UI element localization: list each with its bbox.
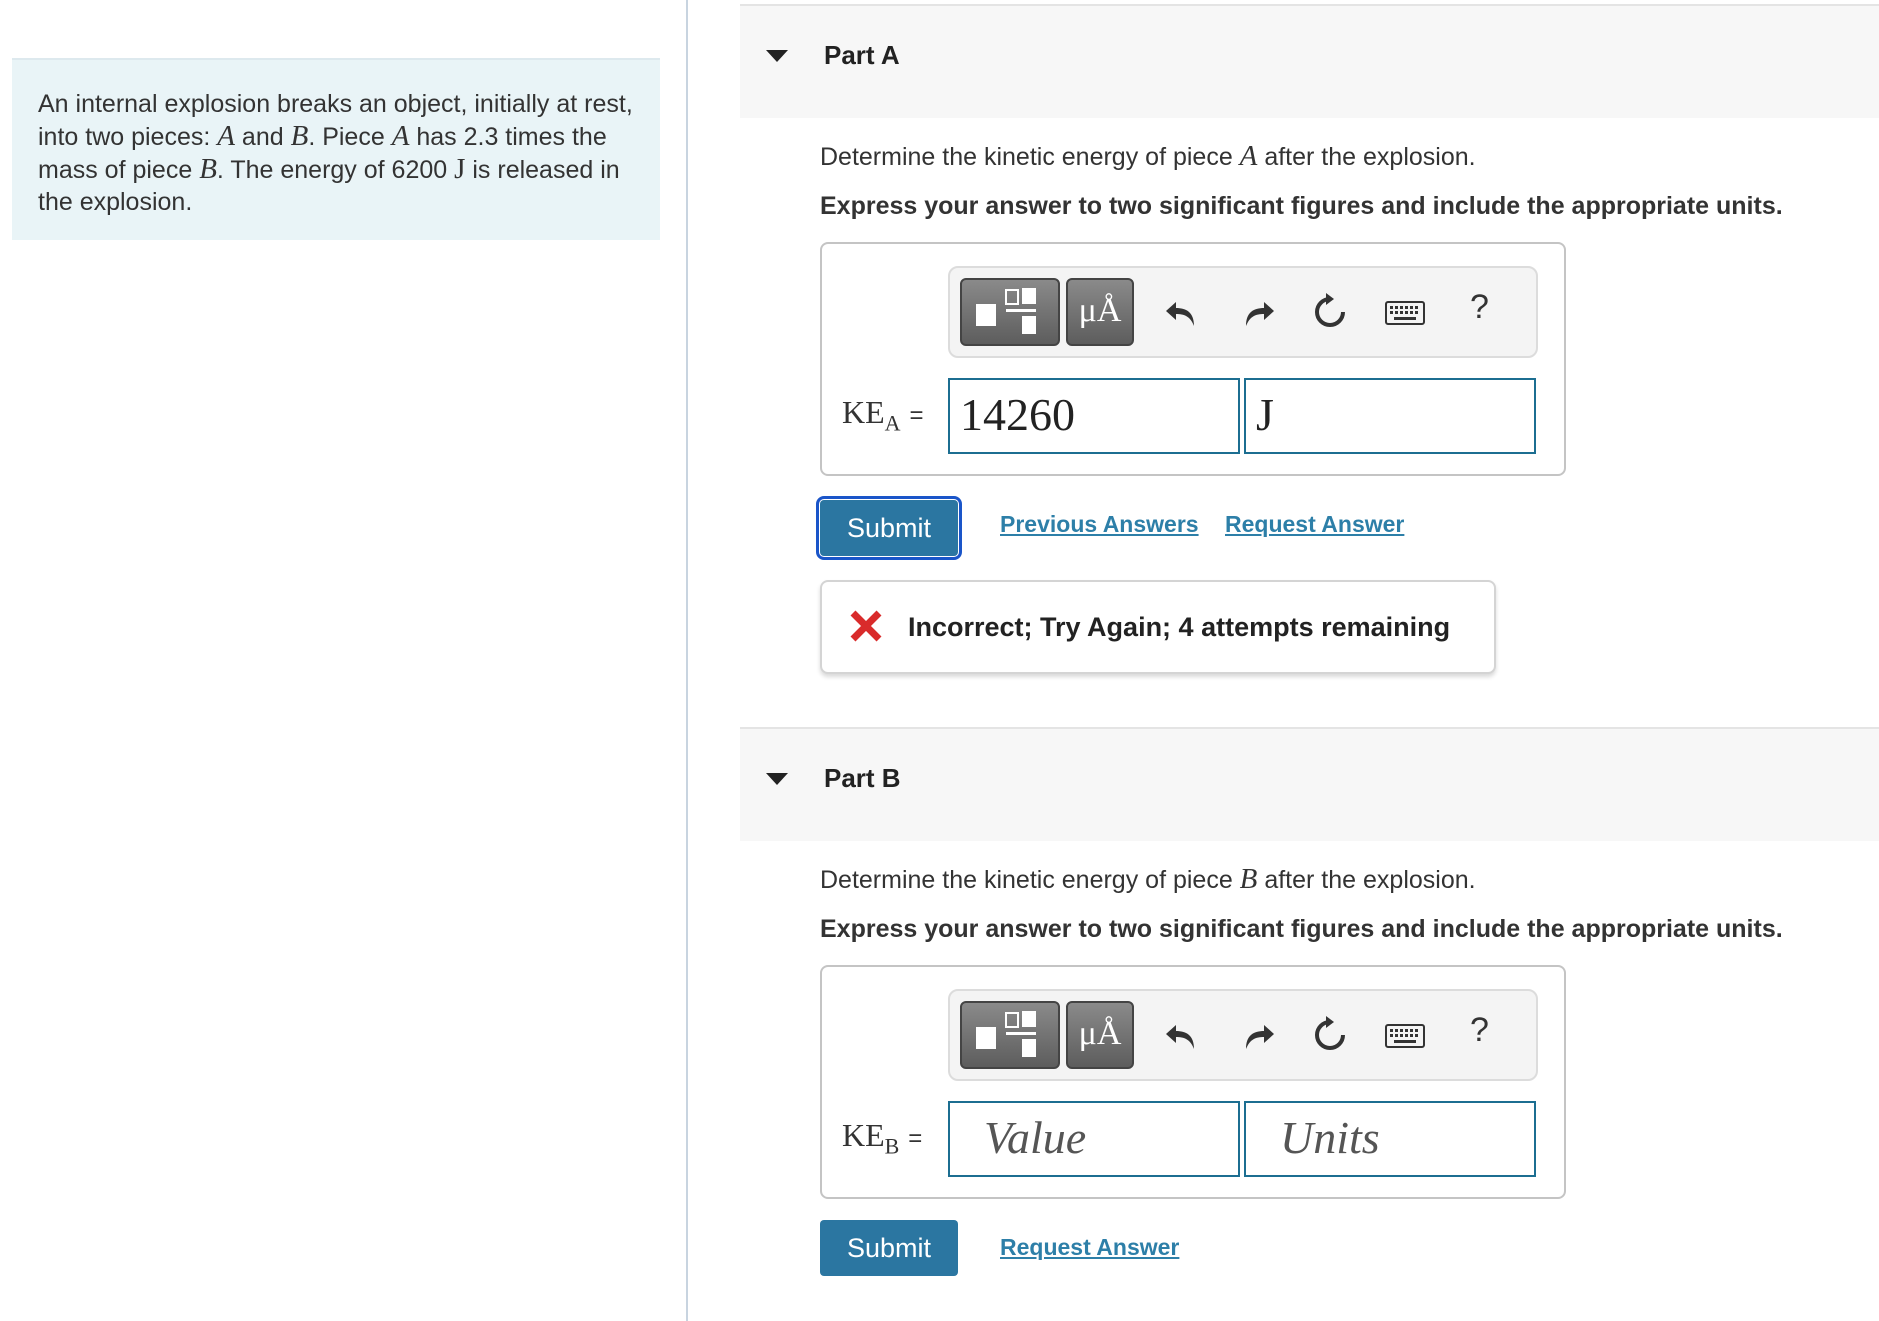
feedback-message: Incorrect; Try Again; 4 attempts remaining	[908, 612, 1451, 642]
request-answer-link[interactable]: Request Answer	[1225, 511, 1405, 537]
part-a-title: Part A	[824, 40, 900, 70]
part-b-title: Part B	[824, 763, 901, 793]
templates-button[interactable]	[960, 278, 1060, 346]
part-b-answer-box	[820, 965, 1566, 1199]
problem-statement	[12, 58, 660, 240]
undo-icon[interactable]	[1160, 1013, 1204, 1057]
collapse-caret-icon[interactable]	[766, 50, 788, 62]
submit-button[interactable]: Submit	[820, 1220, 958, 1276]
math-variable: B	[199, 153, 217, 185]
math-variable: A	[217, 120, 235, 152]
previous-answers-link[interactable]: Previous Answers	[1000, 511, 1199, 537]
keyboard-icon[interactable]	[1382, 290, 1428, 334]
problem-text-run: and	[234, 123, 291, 151]
keyboard-icon[interactable]	[1382, 1013, 1428, 1057]
unit-symbol: J	[454, 153, 466, 185]
templates-button[interactable]	[960, 1001, 1060, 1069]
redo-icon[interactable]	[1236, 290, 1280, 334]
help-button[interactable]: ?	[1470, 1011, 1489, 1049]
fraction-template-icon	[962, 1003, 1058, 1067]
fraction-template-icon	[962, 280, 1058, 344]
reset-icon[interactable]	[1308, 290, 1352, 334]
part-b-header[interactable]	[740, 727, 1879, 841]
part-b-instruction: Express your answer to two significant figures and include the appropriate units.	[820, 915, 1783, 943]
part-b-question: Determine the kinetic energy of piece B after the explosion.	[820, 863, 1476, 895]
units-input[interactable]: Units	[1244, 1101, 1536, 1177]
submit-button[interactable]: Submit	[820, 500, 958, 556]
part-a-answer-box	[820, 242, 1566, 476]
redo-icon[interactable]	[1236, 1013, 1280, 1057]
problem-text-run: has 2.3 times the mass of piece	[38, 123, 607, 184]
part-a-question: Determine the kinetic energy of piece A after the explosion.	[820, 140, 1476, 172]
units-button[interactable]: μÅ	[1066, 1001, 1134, 1069]
math-variable: A	[391, 120, 410, 152]
value-input[interactable]: Value	[948, 1101, 1240, 1177]
units-input[interactable]: J	[1244, 378, 1536, 454]
part-a-header[interactable]	[740, 4, 1879, 118]
problem-text-run: is released in the explosion.	[38, 156, 620, 216]
value-input[interactable]: 14260	[948, 378, 1240, 454]
collapse-caret-icon[interactable]	[766, 773, 788, 785]
request-answer-link[interactable]: Request Answer	[1000, 1234, 1180, 1260]
ke-a-label: $KE_A$ =	[842, 394, 924, 436]
help-button[interactable]: ?	[1470, 288, 1489, 326]
units-button[interactable]: μÅ	[1066, 278, 1134, 346]
math-variable: B	[290, 120, 309, 152]
ke-b-label: $KE_B$ =	[842, 1117, 923, 1159]
feedback-box	[820, 580, 1496, 674]
reset-icon[interactable]	[1308, 1013, 1352, 1057]
problem-text-run: . Piece	[308, 123, 392, 151]
undo-icon[interactable]	[1160, 290, 1204, 334]
problem-text-run: . The energy of 6200	[216, 156, 455, 184]
math-toolbar	[948, 266, 1538, 358]
part-a-instruction: Express your answer to two significant figures and include the appropriate units.	[820, 192, 1783, 220]
incorrect-x-icon	[848, 608, 884, 644]
problem-text-run: An internal explosion breaks an object, initially at rest, into two pieces:	[38, 90, 633, 151]
math-toolbar	[948, 989, 1538, 1081]
left-column	[0, 0, 688, 1321]
